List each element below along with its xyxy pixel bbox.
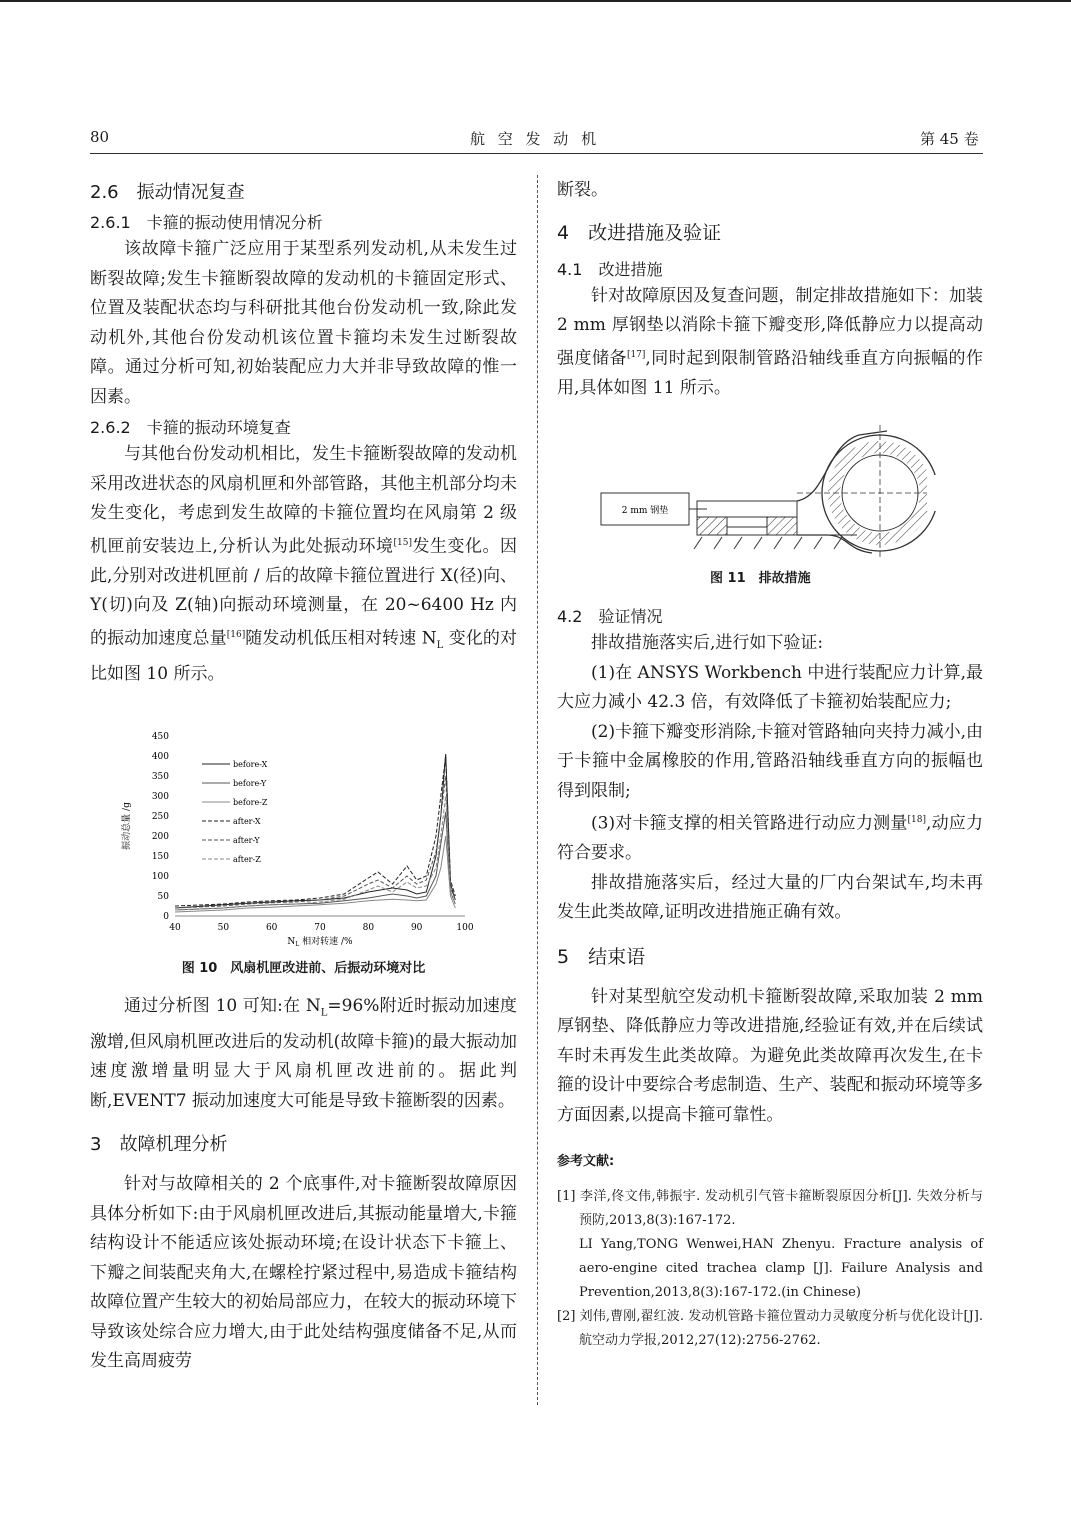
y-tick-label: 450 — [151, 732, 169, 742]
legend-label: after-X — [233, 817, 261, 826]
section-2-6-title: 2.6 振动情况复查 — [90, 182, 245, 203]
x-axis-label: $N_L$ 相对转速 /% — [287, 937, 353, 948]
figure-10-caption: 图 10 风扇机匣改进前、后振动环境对比 — [181, 961, 426, 976]
paragraph-4-2-intro: 排故措施落实后,进行如下验证: — [591, 633, 824, 653]
references-title: 参考文献: — [557, 1154, 615, 1170]
section-4-1-title: 4.1 改进措施 — [557, 259, 663, 279]
x-tick-label: 50 — [217, 923, 230, 933]
y-axis-label: 振动总量 /g — [122, 802, 132, 850]
right-column — [557, 176, 983, 403]
series-line-after-X — [175, 756, 455, 906]
y-tick-label: 400 — [151, 752, 169, 762]
x-tick-label: 90 — [410, 923, 423, 933]
section-5-title: 5 结束语 — [557, 945, 646, 968]
figure-11 — [597, 425, 947, 560]
series-line-before-X — [175, 754, 455, 908]
x-tick-label: 100 — [456, 923, 474, 933]
legend-label: before-X — [233, 760, 268, 769]
x-tick-label: 40 — [169, 923, 181, 933]
vibration-chart — [105, 728, 505, 950]
y-tick-label: 350 — [151, 772, 169, 782]
section-2-6-1-title: 2.6.1 卡箍的振动使用情况分析 — [90, 213, 323, 232]
top-border — [0, 0, 1071, 2]
series-line-after-Y — [175, 776, 455, 908]
y-tick-label: 100 — [151, 872, 169, 882]
series-line-before-Y — [175, 812, 455, 910]
y-tick-label: 300 — [151, 792, 169, 802]
y-tick-label: 150 — [151, 852, 169, 862]
legend-label: before-Z — [233, 798, 268, 807]
paragraph-conclusion: 针对某型航空发动机卡箍断裂故障,采取加装 2 mm 厚钢垫、降低静应力等改进措施,经验证有效,并在后续试车时未再发生此类故障。为避免此类故障再次发生,在卡箍的设计中要综合考虑制造、生产、装配和振动环境等多方面因素,以提高卡箍可靠性。 — [557, 986, 983, 1125]
section-4-title: 4 改进措施及验证 — [557, 221, 722, 244]
journal-title: 航 空 发 动 机 — [470, 130, 601, 148]
paragraph-4-1: 针对故障原因及复查问题，制定排故措施如下：加装 2 mm 厚钢垫以消除卡箍下瓣变形,降低静应力以提高动强度储备[17],同时起到限制管路沿轴线垂直方向振幅的作用,具体如图 11 所示。 — [557, 285, 984, 398]
section-2-6-2-title: 2.6.2 卡箍的振动环境复查 — [90, 418, 291, 437]
page-number: 80 — [90, 128, 110, 146]
paragraph-continued: 断裂。 — [557, 180, 608, 200]
paragraph-fig10-analysis: 通过分析图 10 可知:在 $N_L=96\%$附近时振动加速度激增,但风扇机匣改进后的发动机(故障卡箍)的最大振动加速度激增量明显大于风扇机匣改进前的。据此判断,EVENT7 振动加速度大可能是导致卡箍断裂的因素。 — [90, 996, 518, 1111]
column-divider — [537, 175, 538, 1405]
reference-2-cn: [2] 刘伟,曹刚,翟红波. 发动机管路卡箍位置动力灵敏度分析与优化设计[J].航空动力学报,2012,27(12):2756-2762. — [557, 1309, 983, 1349]
reference-1-cn: [1] 李洋,佟文伟,韩振宇. 发动机引气管卡箍断裂原因分析[J]. 失效分析与预防,2013,8(3):167-172. — [557, 1189, 983, 1229]
left-column — [90, 176, 517, 690]
y-tick-label: 200 — [151, 832, 169, 842]
volume-label: 第 45 卷 — [920, 130, 979, 148]
figure-11-caption: 图 11 排故措施 — [710, 571, 811, 586]
x-tick-label: 60 — [265, 923, 278, 933]
paragraph-verification-2: (2)卡箍下瓣变形消除,卡箍对管路轴向夹持力减小,由于卡箍中金属橡胶的作用,管路沿轴线垂直方向的振幅也得到限制; — [557, 721, 983, 801]
paragraph-3: 针对与故障相关的 2 个底事件,对卡箍断裂故障原因具体分析如下:由于风扇机匣改进后,其振动能量增大,卡箍结构设计不能适应该处振动环境;在设计状态下卡箍上、下瓣之间装配夹角大,在螺栓拧紧过程中,易造成卡箍结构故障位置产生较大的初始局部应力，在较大的振动环境下导致该处综合应力增大,由于此处结构强度储备不足,从而发生高周疲劳 — [90, 1174, 517, 1372]
header-rule — [90, 153, 983, 154]
spacer-label: 2 mm 钢垫 — [621, 506, 669, 516]
section-3-title: 3 故障机理分析 — [90, 1134, 228, 1156]
legend-label: before-Y — [233, 779, 267, 788]
y-tick-label: 250 — [151, 812, 169, 822]
right-column-lower — [557, 604, 983, 1353]
y-tick-label: 50 — [157, 892, 169, 902]
x-tick-label: 80 — [362, 923, 375, 933]
legend-label: after-Z — [233, 855, 261, 864]
section-4-2-title: 4.2 验证情况 — [557, 607, 663, 626]
paragraph-verification-1: (1)在 ANSYS Workbench 中进行装配应力计算,最大应力减小 42.3 倍，有效降低了卡箍初始装配应力; — [557, 662, 983, 712]
x-tick-label: 70 — [314, 923, 326, 933]
paragraph-2-6-2: 与其他台份发动机相比，发生卡箍断裂故障的发动机采用改进状态的风扇机匣和外部管路，其他主机部分均未发生变化，考虑到发生故障的卡箍位置均在风扇第 2 级机匣前安装边上,分析认为此处振动环境[15]发生变化。因此,分别对改进机匣前 / 后的故障卡箍位置进行 X(径)向、Y(切)向及 Z(轴)向振动环境测量，在 20~6400 Hz 内的振动加速度总量[16]随发动机低压相对转速 $N_L$ 变化的对比如图 10 所示。 — [90, 444, 518, 685]
legend-label: after-Y — [233, 836, 260, 845]
reference-1-en: LI Yang,TONG Wenwei,HAN Zhenyu. Fracture analysis of aero-engine cited trachea clamp [J]. Failure Analysis and Prevention,2013,8(3):167-172.(in Chinese) — [579, 1237, 983, 1301]
paragraph-2-6-1: 该故障卡箍广泛应用于某型系列发动机,从未发生过断裂故障;发生卡箍断裂故障的发动机的卡箍固定形式、位置及装配状态均与科研批其他台份发动机一致,除此发动机外,其他台份发动机该位置卡箍均未发生过断裂故障。通过分析可知,初始装配应力大并非导致故障的惟一因素。 — [90, 239, 517, 407]
left-column-lower — [90, 992, 517, 1377]
clamp-diagram — [597, 425, 947, 560]
paragraph-verification-result: 排故措施落实后，经过大量的厂内台架试车,均未再发生此类故障,证明改进措施正确有效。 — [557, 872, 983, 923]
reference-list — [557, 1185, 983, 1353]
figure-10 — [105, 728, 505, 950]
paragraph-verification-3: (3)对卡箍支撑的相关管路进行动应力测量[18],动应力符合要求。 — [557, 813, 983, 864]
y-tick-label: 0 — [163, 912, 169, 922]
